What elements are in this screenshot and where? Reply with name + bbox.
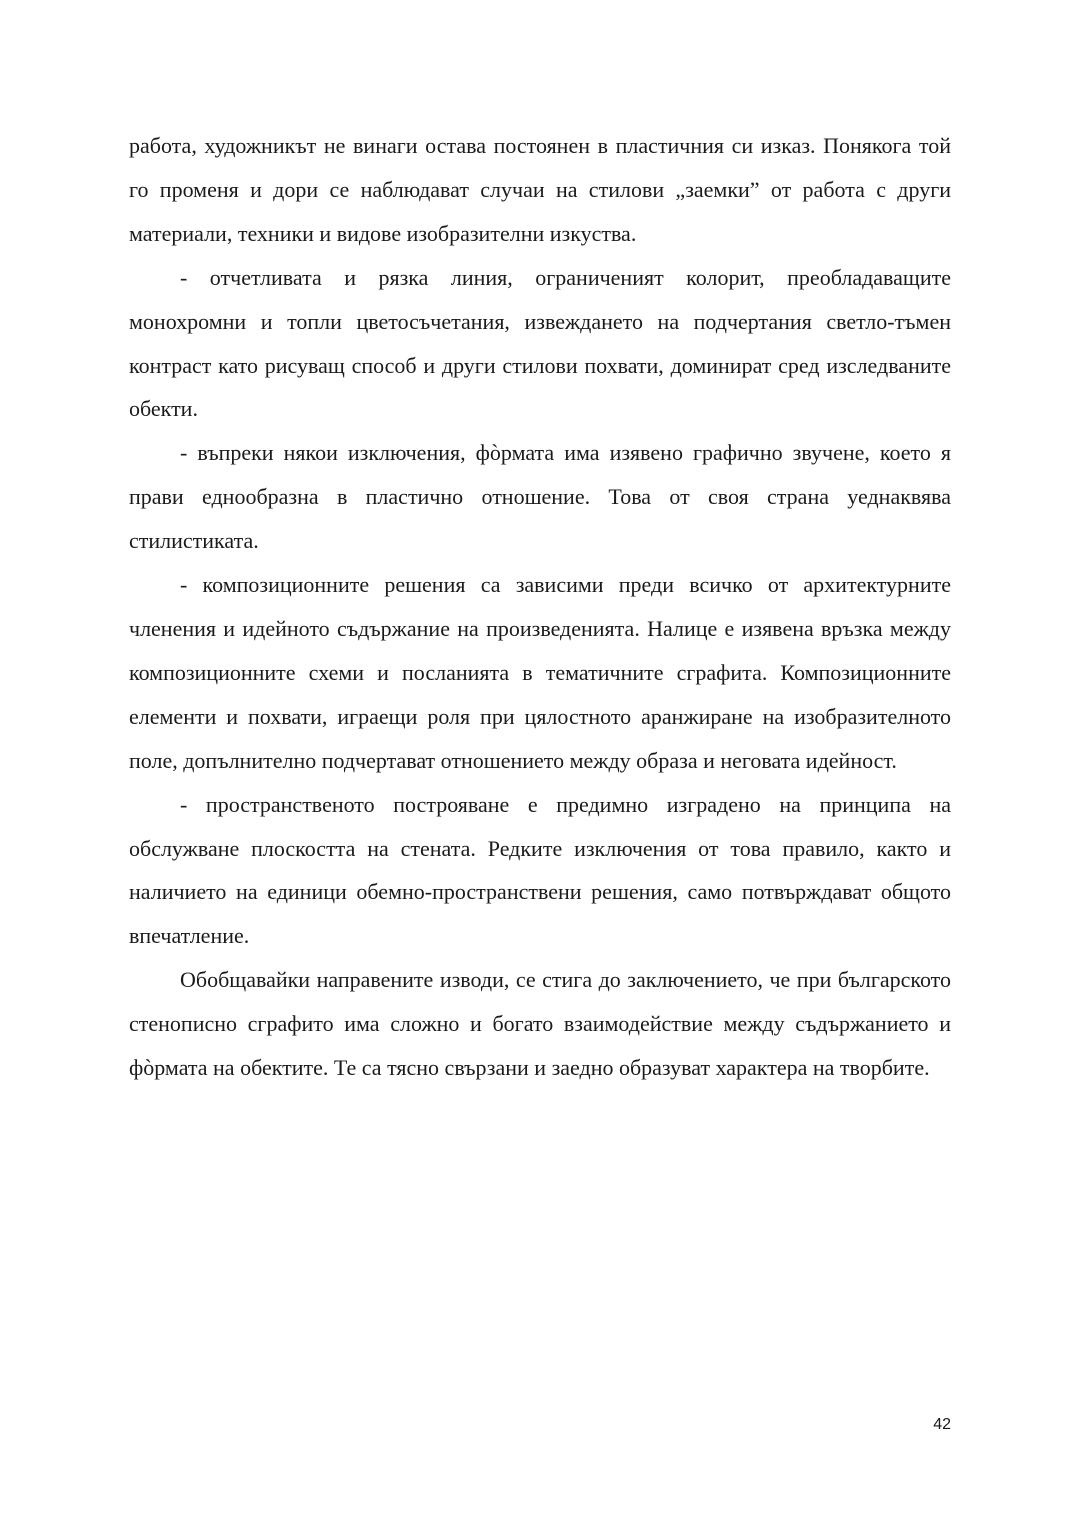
paragraph-conclusion: Обобщавайки направените изводи, се стига до заключението, че при българското стенописно сграфито има сложно и богато взаимодействие между съдържанието и фòрмата на обектите. Те са тясно свързани и заедно образуват характера на творбите. (129, 967, 951, 1081)
paragraph-composition: - композиционните решения са зависими преди всичко от архитектурните членения и идейното съдържание на произведенията. Налице е изявена връзка между композиционните схеми и посланията в тематичните сграфита. Композиционните елементи и похвати, играещи роля при цялостното аранжиране на изобразителното поле, допълнително подчертават отношението между образа и неговата идейност. (129, 572, 951, 773)
paragraph-line-and-color: - отчетливата и рязка линия, ограниченият колорит, преобладаващите монохромни и топли цветосъчетания, извеждането на подчертания светло-тъмен контраст като рисуващ способ и други стилови похвати, доминират сред изследваните обекти. (129, 264, 951, 422)
paragraph-continuation: работа, художникът не винаги остава постоянен в пластичния си изказ. Понякога той го променя и дори се наблюдават случаи на стилови „заемки” от работа с други материали, техники и видове изобразителни изкуства. (129, 133, 951, 246)
paragraph-form: - въпреки някои изключения, фòрмата има изявено графично звучене, което я прави еднообразна в пластично отношение. Това от своя страна уеднаквява стилистиката. (129, 440, 951, 554)
body-text (129, 124, 951, 1090)
page-number: 42 (933, 1416, 951, 1433)
paragraph-space: - пространственото построяване е предимно изградено на принципа на обслужване плоскостта на стената. Редките изключения от това правило, както и наличието на единици обемно-пространствени решения, само потвърждават общото впечатление. (129, 791, 951, 949)
